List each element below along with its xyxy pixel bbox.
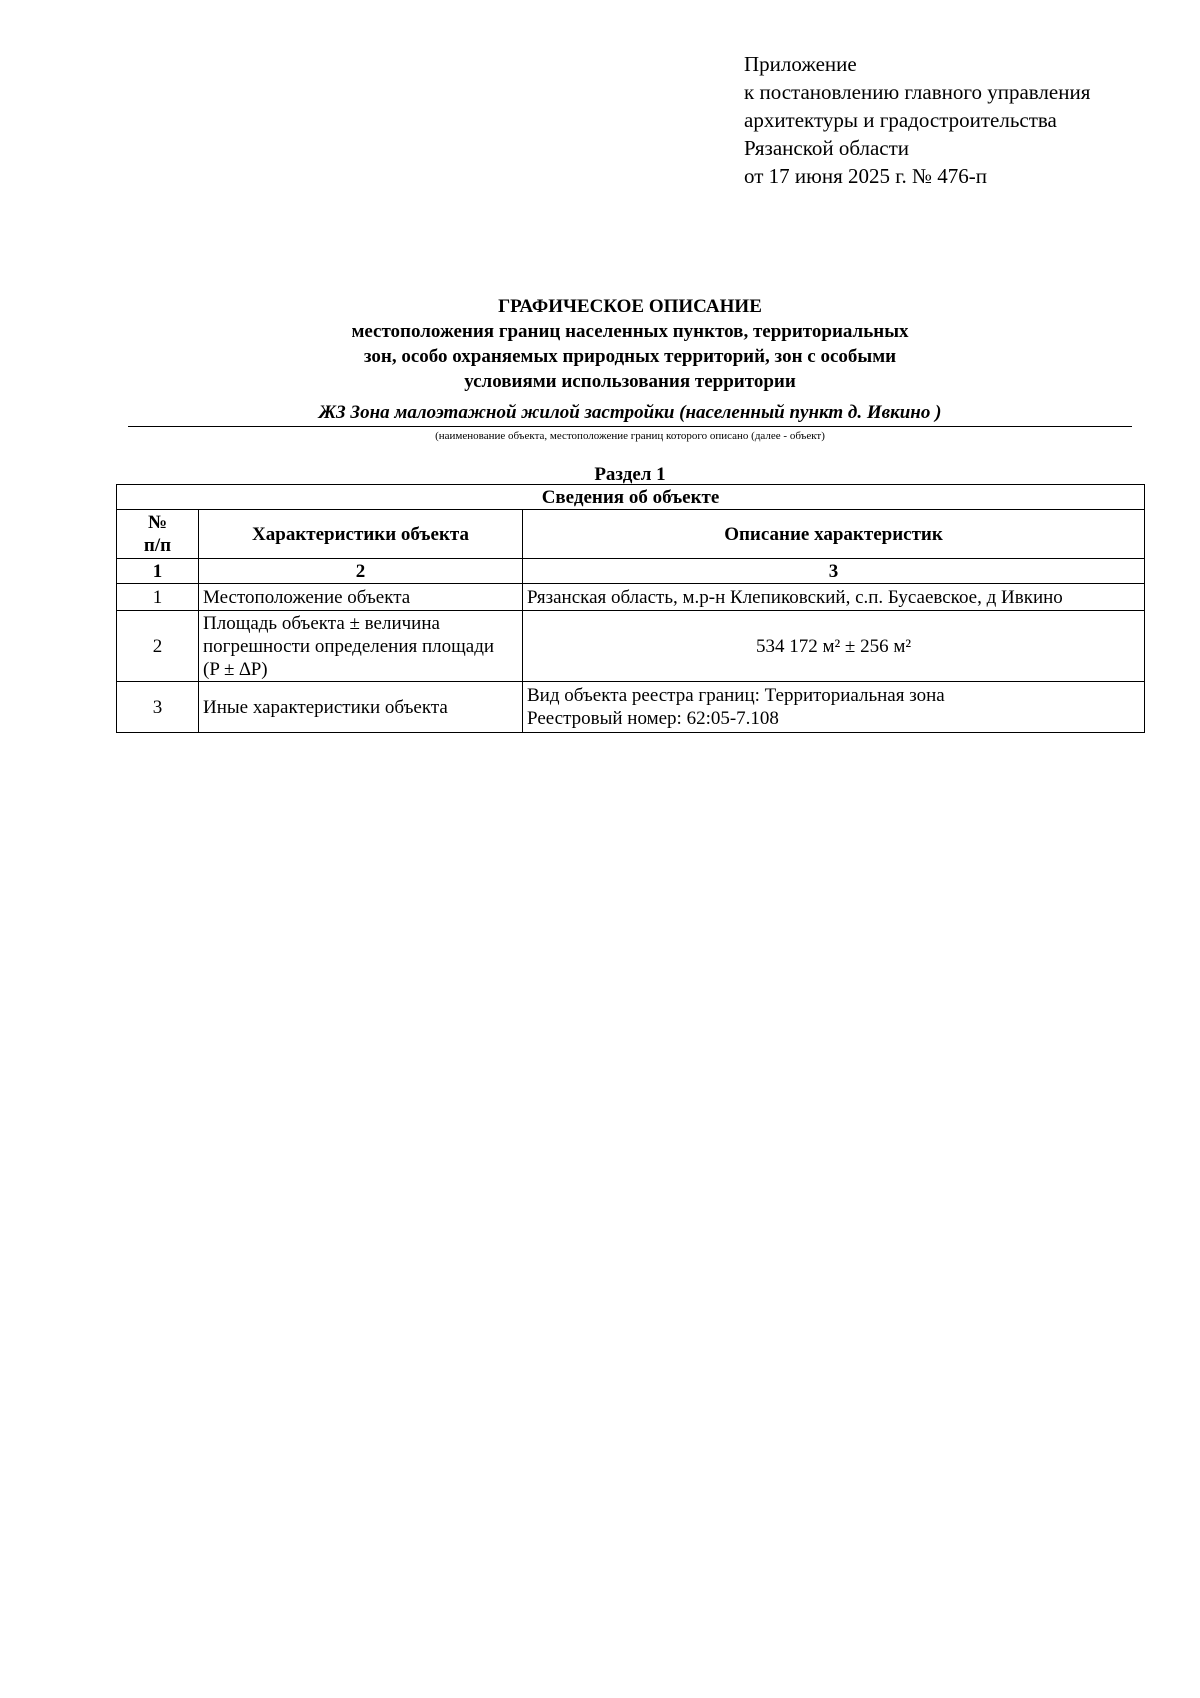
column-number: 3 (523, 559, 1145, 584)
appendix-line: к постановлению главного управления (744, 80, 1091, 104)
object-name: ЖЗ Зона малоэтажной жилой застройки (населенный пункт д. Ивкино ) (318, 402, 942, 423)
row-number: 2 (117, 611, 199, 682)
column-header-num-line: п/п (143, 535, 172, 556)
table-header-row (117, 510, 1145, 559)
row-description-line: Реестровый номер: 62:05-7.108 (527, 708, 779, 729)
table-row (117, 682, 1145, 733)
row-number: 3 (117, 682, 199, 733)
row-characteristic (199, 611, 523, 682)
table-caption-row (117, 485, 1145, 510)
row-description-line: Рязанская область, м.р-н Клепиковский, с.п. Бусаевское, д Ивкино (527, 586, 1063, 608)
row-number: 1 (117, 584, 199, 611)
column-header-characteristic: Характеристики объекта (199, 510, 523, 559)
row-characteristic-line: Иные характеристики объекта (203, 696, 448, 718)
row-description-line: 534 172 м² ± 256 м² (755, 635, 912, 657)
object-name-underline (128, 426, 1132, 427)
column-number: 2 (199, 559, 523, 584)
appendix-line: Приложение (744, 52, 857, 76)
appendix-line: от 17 июня 2025 г. № 476-п (744, 164, 987, 188)
row-description (523, 682, 1145, 733)
column-header-num (117, 510, 199, 559)
table-row (117, 584, 1145, 611)
column-numbers-row (117, 559, 1145, 584)
object-name-caption: (наименование объекта, местоположение границ которого описано (далее - объект) (435, 430, 825, 442)
document-title: ГРАФИЧЕСКОЕ ОПИСАНИЕ (498, 296, 762, 317)
row-description-line: Вид объекта реестра границ: Территориальная зона (527, 685, 945, 706)
row-characteristic (199, 584, 523, 611)
table-caption: Сведения об объекте (117, 485, 1145, 510)
row-description (523, 584, 1145, 611)
column-header-description: Описание характеристик (523, 510, 1145, 559)
row-characteristic-line: Местоположение объекта (203, 586, 411, 608)
document-subtitle-line: местоположения границ населенных пунктов, территориальных (351, 321, 909, 342)
row-characteristic (199, 682, 523, 733)
appendix-line: Рязанской области (744, 136, 910, 160)
column-number: 1 (117, 559, 199, 584)
row-characteristic-line: (P ± ∆P) (203, 658, 268, 680)
document-subtitle-line: условиями использования территории (464, 371, 796, 392)
row-characteristic-line: Площадь объекта ± величина (203, 612, 440, 634)
section-title: Раздел 1 (594, 464, 666, 485)
appendix-line: архитектуры и градостроительства (744, 108, 1057, 132)
object-info-table (116, 484, 1145, 733)
appendix-block (744, 50, 1174, 190)
table-row (117, 611, 1145, 682)
row-description (523, 611, 1145, 682)
document-subtitle-line: зон, особо охраняемых природных территорий, зон с особыми (363, 346, 897, 367)
column-header-num-line: № (147, 512, 168, 533)
row-characteristic-line: погрешности определения площади (203, 635, 495, 657)
document-heading (0, 294, 1200, 394)
